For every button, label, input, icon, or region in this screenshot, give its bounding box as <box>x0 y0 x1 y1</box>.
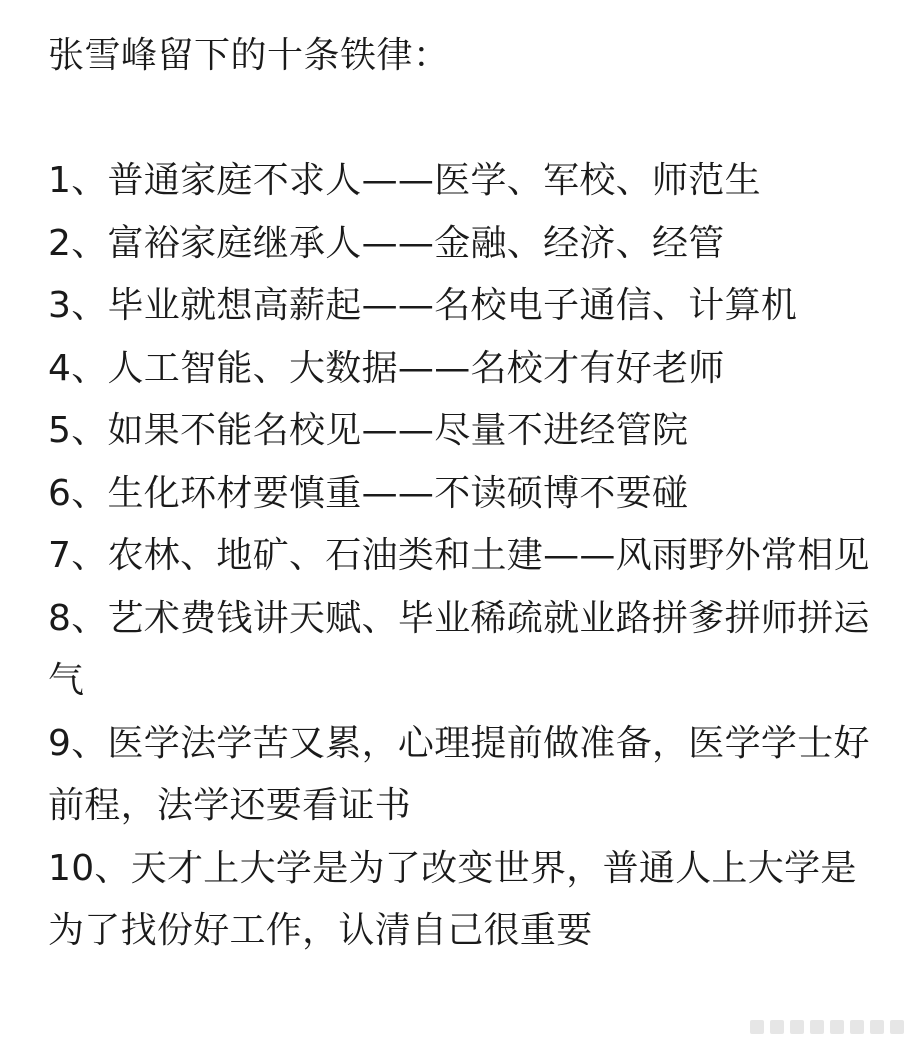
list-item: 7、农林、地矿、石油类和土建——风雨野外常相见 <box>48 535 870 576</box>
watermark-mark <box>770 1020 784 1034</box>
watermark-mark <box>810 1020 824 1034</box>
list-item: 4、人工智能、大数据——名校才有好老师 <box>48 347 725 389</box>
watermark-mark <box>890 1020 904 1034</box>
rules-list <box>48 150 878 963</box>
watermark-mark <box>870 1020 884 1034</box>
watermark <box>750 1020 904 1034</box>
list-item: 10、天才上大学是为了改变世界，普通人上大学是为了找份好工作，认清自己很重要 <box>48 847 857 951</box>
list-item: 9、医学法学苦又累，心理提前做准备，医学学士好前程，法学还要看证书 <box>48 722 870 826</box>
list-item: 1、普通家庭不求人——医学、军校、师范生 <box>48 160 761 201</box>
list-item: 8、艺术费钱讲天赋、毕业稀疏就业路拼爹拼师拼运气 <box>48 597 870 701</box>
list-item: 2、富裕家庭继承人——金融、经济、经管 <box>48 222 725 264</box>
watermark-mark <box>830 1020 844 1034</box>
list-item: 6、生化环材要慎重——不读硕博不要碰 <box>48 472 689 514</box>
watermark-mark <box>850 1020 864 1034</box>
page-title: 张雪峰留下的十条铁律： <box>48 35 450 76</box>
watermark-mark <box>750 1020 764 1034</box>
list-item: 5、如果不能名校见——尽量不进经管院 <box>48 410 689 451</box>
list-item: 3、毕业就想高薪起——名校电子通信、计算机 <box>48 285 798 326</box>
watermark-mark <box>790 1020 804 1034</box>
